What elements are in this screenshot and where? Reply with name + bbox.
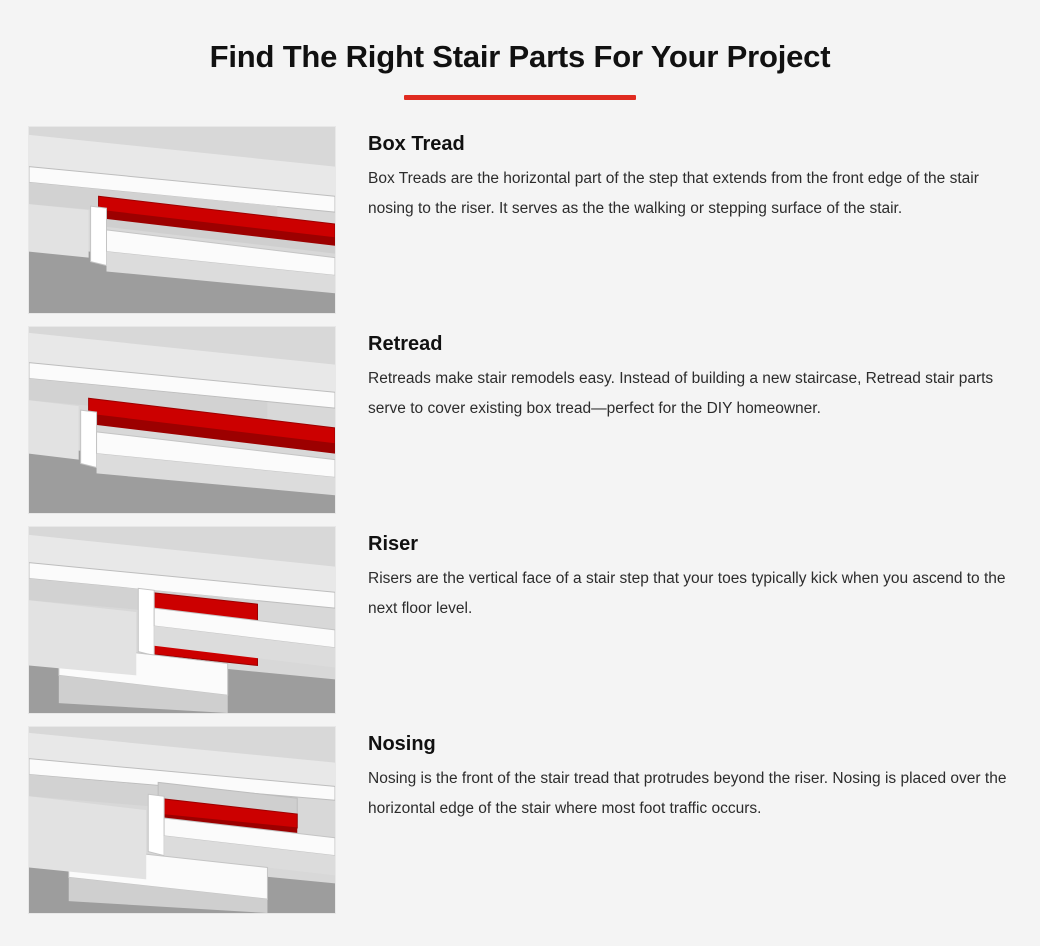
part-text-block <box>336 326 1012 424</box>
part-text-block <box>336 526 1012 624</box>
part-title: Box Tread <box>368 133 465 156</box>
stair-parts-list <box>0 126 1040 914</box>
nosing-illustration <box>29 727 335 913</box>
stair-diagram-nosing-image <box>28 726 336 914</box>
list-item <box>28 726 1012 914</box>
title-underline <box>404 95 636 100</box>
part-description: Risers are the vertical face of a stair step that your toes typically kick when you ascend to the next floor level. <box>368 570 1006 618</box>
part-description: Retreads make stair remodels easy. Instead of building a new staircase, Retread stair parts serve to cover existing box tread—perfect for the DIY homeowner. <box>368 370 994 418</box>
part-text-block <box>336 726 1012 824</box>
stair-diagram-retread-image <box>28 326 336 514</box>
riser-illustration <box>29 527 335 713</box>
box-tread-illustration <box>29 127 335 313</box>
retread-illustration <box>29 327 335 513</box>
part-description: Nosing is the front of the stair tread that protrudes beyond the riser. Nosing is placed over the horizontal edge of the stair where most foot traffic occurs. <box>368 770 1007 818</box>
stair-diagram-riser-image <box>28 526 336 714</box>
part-text-block <box>336 126 1012 224</box>
part-title: Retread <box>368 333 443 356</box>
list-item <box>28 526 1012 714</box>
part-description: Box Treads are the horizontal part of the step that extends from the front edge of the stair nosing to the riser. It serves as the the walking or stepping surface of the stair. <box>368 170 979 218</box>
stair-diagram-box-tread-image <box>28 126 336 314</box>
list-item <box>28 326 1012 514</box>
part-title: Nosing <box>368 733 436 756</box>
page-title: Find The Right Stair Parts For Your Project <box>209 39 831 74</box>
list-item <box>28 126 1012 314</box>
part-title: Riser <box>368 533 419 556</box>
